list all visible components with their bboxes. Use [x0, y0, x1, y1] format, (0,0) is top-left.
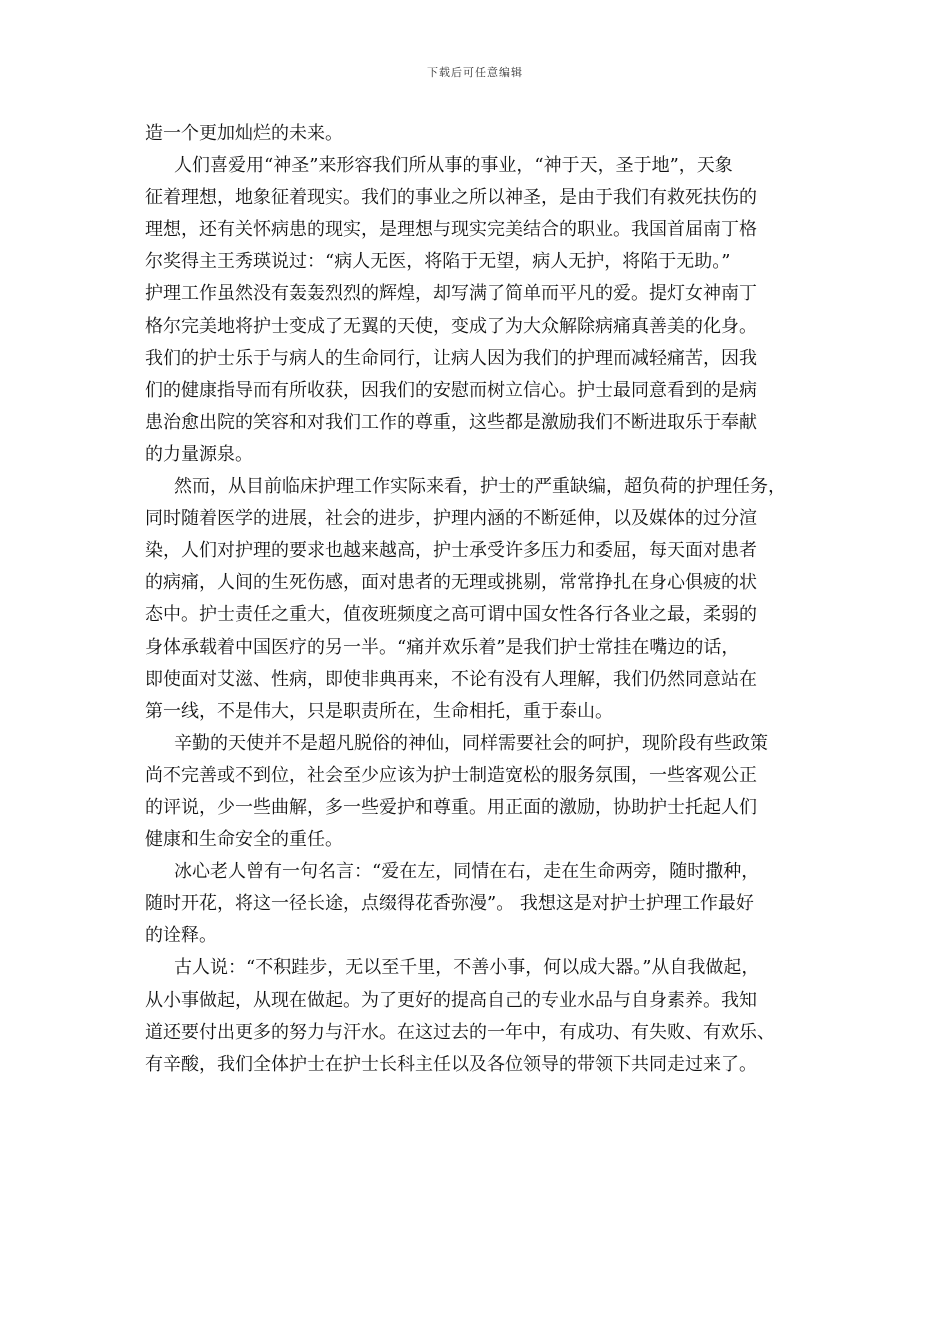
text-line: 的诠释。 [145, 925, 217, 947]
text-line: 染，人们对护理的要求也越来越高，护士承受许多压力和委屈，每天面对患者 [145, 540, 757, 562]
text-line: 古人说：“不积跬步，无以至千里，不善小事，何以成大器。”从自我做起， [174, 957, 760, 979]
text-line: 格尔完美地将护士变成了无翼的天使，变成了为大众解除病痛真善美的化身。 [145, 315, 757, 337]
paragraph [145, 150, 810, 471]
text-line: 的病痛，人间的生死伤感，面对患者的无理或挑剔，常常挣扎在身心俱疲的状 [145, 572, 757, 594]
text-line: 道还要付出更多的努力与汗水。在这过去的一年中，有成功、有失败、有欢乐、 [145, 1021, 775, 1043]
text-line: 造一个更加灿烂的未来。 [145, 123, 343, 144]
text-line: 患治愈出院的笑容和对我们工作的尊重，这些都是激励我们不断进取乐于奉献 [145, 411, 757, 433]
text-line: 我们的护士乐于与病人的生命同行，让病人因为我们的护理而减轻痛苦，因我 [145, 347, 757, 369]
paragraph [145, 952, 810, 1080]
page-header: 下载后可任意编辑 [427, 66, 523, 79]
text-line: 有辛酸，我们全体护士在护士长科主任以及各位领导的带领下共同走过来了。 [145, 1053, 757, 1075]
text-line: 尚不完善或不到位，社会至少应该为护士制造宽松的服务氛围，一些客观公正 [145, 764, 757, 786]
text-line: 征着理想，地象征着现实。我们的事业之所以神圣，是由于我们有救死扶伤的 [145, 187, 757, 209]
paragraph [145, 471, 810, 728]
text-line: 尔奖得主王秀瑛说过：“病人无医，将陷于无望，病人无护，将陷于无助。” [145, 251, 731, 273]
text-line: 人们喜爱用“神圣”来形容我们所从事的事业，“神于天，圣于地”，天象 [174, 155, 733, 177]
text-line: 从小事做起，从现在做起。为了更好的提高自己的专业水品与自身素养。我知 [145, 989, 757, 1011]
text-line: 辛勤的天使并不是超凡脱俗的神仙，同样需要社会的呵护，现阶段有些政策 [174, 732, 768, 754]
text-line: 同时随着医学的进展，社会的进步，护理内涵的不断延伸，以及媒体的过分渲 [145, 508, 757, 530]
text-line: 理想，还有关怀病患的现实，是理想与现实完美结合的职业。我国首届南丁格 [145, 219, 757, 241]
paragraph [145, 856, 810, 952]
paragraph [145, 118, 810, 150]
text-line: 的评说，少一些曲解，多一些爱护和尊重。用正面的激励，协助护士托起人们 [145, 796, 757, 818]
text-line: 冰心老人曾有一句名言：“爱在左，同情在右，走在生命两旁，随时撒种， [174, 861, 760, 883]
text-line: 即使面对艾滋、性病，即使非典再来，不论有没有人理解，我们仍然同意站在 [145, 668, 757, 690]
text-line: 身体承载着中国医疗的另一半。“痛并欢乐着”是我们护士常挂在嘴边的话， [145, 636, 740, 658]
paragraph [145, 728, 810, 856]
text-line: 健康和生命安全的重任。 [145, 829, 343, 851]
text-line: 第一线，不是伟大，只是职责所在，生命相托，重于泰山。 [145, 700, 613, 722]
text-line: 态中。护士责任之重大，值夜班频度之高可谓中国女性各行各业之最，柔弱的 [145, 604, 757, 626]
text-line: 然而，从目前临床护理工作实际来看，护士的严重缺编，超负荷的护理任务， [174, 476, 786, 498]
text-line: 随时开花，将这一径长途，点缀得花香弥漫”。 我想这是对护士护理工作最好 [145, 893, 754, 915]
text-line: 护理工作虽然没有轰轰烈烈的辉煌，却写满了简单而平凡的爱。提灯女神南丁 [145, 283, 757, 305]
text-line: 们的健康指导而有所收获，因我们的安慰而树立信心。护士最同意看到的是病 [145, 379, 757, 401]
document-body [145, 118, 810, 1081]
text-line: 的力量源泉。 [145, 443, 253, 465]
